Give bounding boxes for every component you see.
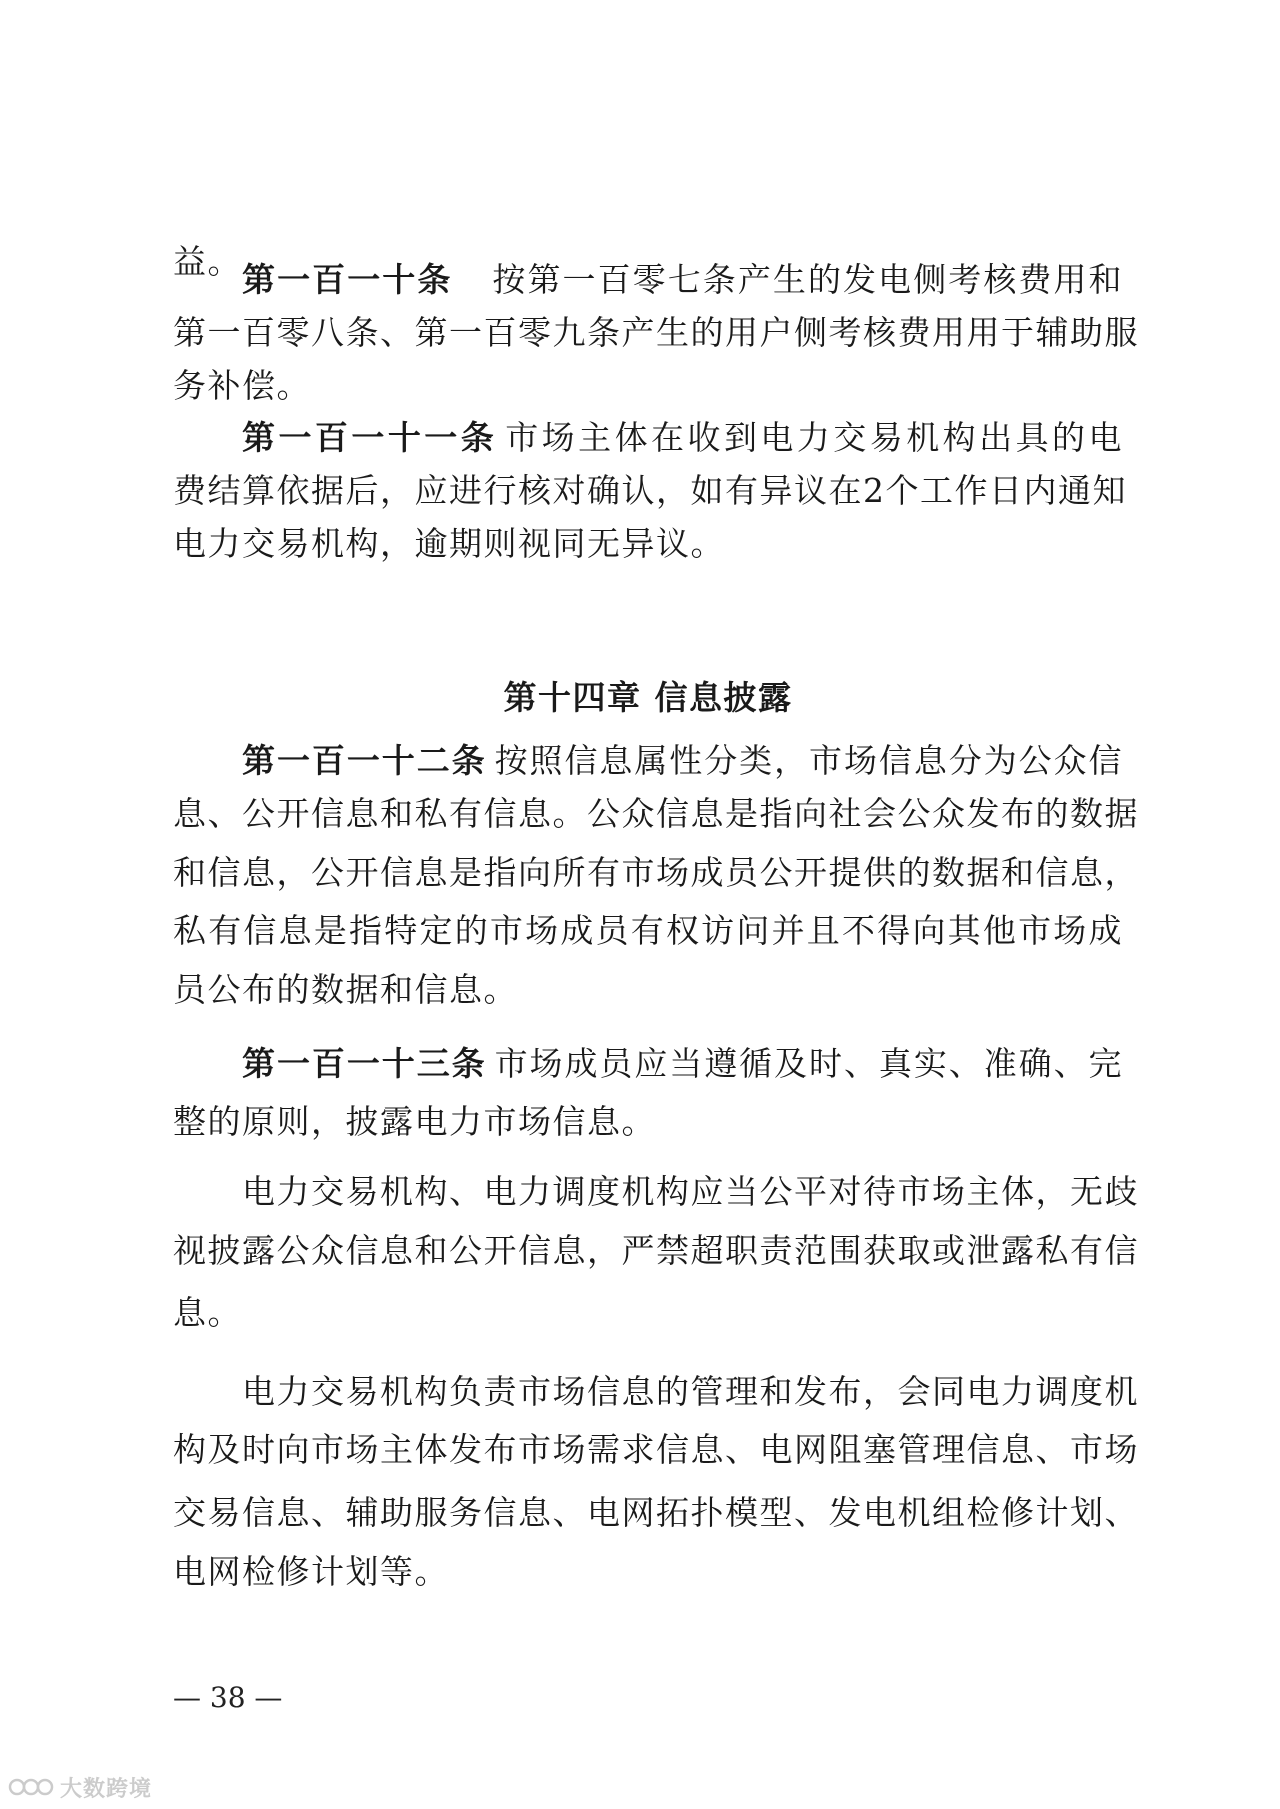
line-text: 息、公开信息和私有信息。公众信息是指向社会公众发布的数据 <box>173 794 1139 833</box>
article-112-line <box>242 731 1123 791</box>
article-number: 第一百一十二条 <box>242 741 487 780</box>
line-text: 市场成员应当遵循及时、真实、准确、完 <box>494 1044 1123 1083</box>
line-text: 第一百零八条、第一百零九条产生的用户侧考核费用用于辅助服 <box>173 313 1139 352</box>
line-text: 费结算依据后，应进行核对确认，如有异议在2个工作日内通知 <box>173 471 1127 510</box>
line-text: 视披露公众信息和公开信息，严禁超职责范围获取或泄露私有信 <box>173 1231 1139 1270</box>
line-text: 市场主体在收到电力交易机构出具的电 <box>505 418 1124 457</box>
article-113-line <box>242 1034 1123 1094</box>
paragraph-line <box>173 461 1127 521</box>
paragraph-line <box>242 1362 1139 1422</box>
line-text: 电网检修计划等。 <box>173 1552 449 1591</box>
article-number: 第一百一十三条 <box>242 1044 487 1083</box>
article-111-line <box>242 408 1123 468</box>
line-text: 电力交易机构负责市场信息的管理和发布，会同电力调度机 <box>242 1372 1139 1411</box>
article-number: 第一百一十条 <box>242 260 453 299</box>
paragraph-line <box>173 1420 1139 1480</box>
paragraph-line <box>173 514 1123 574</box>
line-text: 按照信息属性分类，市场信息分为公众信 <box>494 741 1123 780</box>
paragraph-line <box>173 960 1123 1020</box>
article-number: 第一百一十一条 <box>242 418 498 457</box>
line-text: 私有信息是指特定的市场成员有权访问并且不得向其他市场成 <box>173 911 1123 950</box>
watermark <box>8 1772 152 1802</box>
line-text: 构及时向市场主体发布市场需求信息、电网阻塞管理信息、市场 <box>173 1430 1139 1469</box>
paragraph-line <box>173 901 1123 961</box>
line-text: 交易信息、辅助服务信息、电网拓扑模型、发电机组检修计划、 <box>173 1493 1139 1532</box>
line-text: 和信息，公开信息是指向所有市场成员公开提供的数据和信息， <box>173 853 1139 892</box>
watermark-text: 大数跨境 <box>60 1776 153 1802</box>
article-110-line <box>242 250 1123 310</box>
paragraph-line <box>242 1162 1139 1222</box>
paragraph-line <box>173 1092 1123 1152</box>
line-text: 息。 <box>173 1293 242 1332</box>
paragraph-line <box>173 1542 1123 1602</box>
paragraph-line <box>173 1483 1139 1543</box>
paragraph-line <box>173 1283 1123 1343</box>
line-text: 员公布的数据和信息。 <box>173 970 518 1009</box>
paragraph-line <box>173 843 1139 903</box>
brand-logo-icon <box>8 1776 54 1798</box>
line-text: 按第一百零七条产生的发电侧考核费用和 <box>492 260 1124 299</box>
paragraph-line <box>173 784 1139 844</box>
line-text: 电力交易机构、电力调度机构应当公平对待市场主体，无歧 <box>242 1172 1139 1211</box>
paragraph-line <box>173 1221 1139 1281</box>
line-text: 益。 <box>173 242 242 281</box>
line-text: 整的原则，披露电力市场信息。 <box>173 1102 656 1141</box>
page-number: — 38 — <box>173 1681 283 1714</box>
chapter-heading: 第十四章 信息披露 <box>503 678 793 717</box>
paragraph-line <box>173 303 1139 363</box>
paragraph-line <box>173 356 1123 416</box>
line-text: 电力交易机构，逾期则视同无异议。 <box>173 524 725 563</box>
line-text: 务补偿。 <box>173 366 311 405</box>
